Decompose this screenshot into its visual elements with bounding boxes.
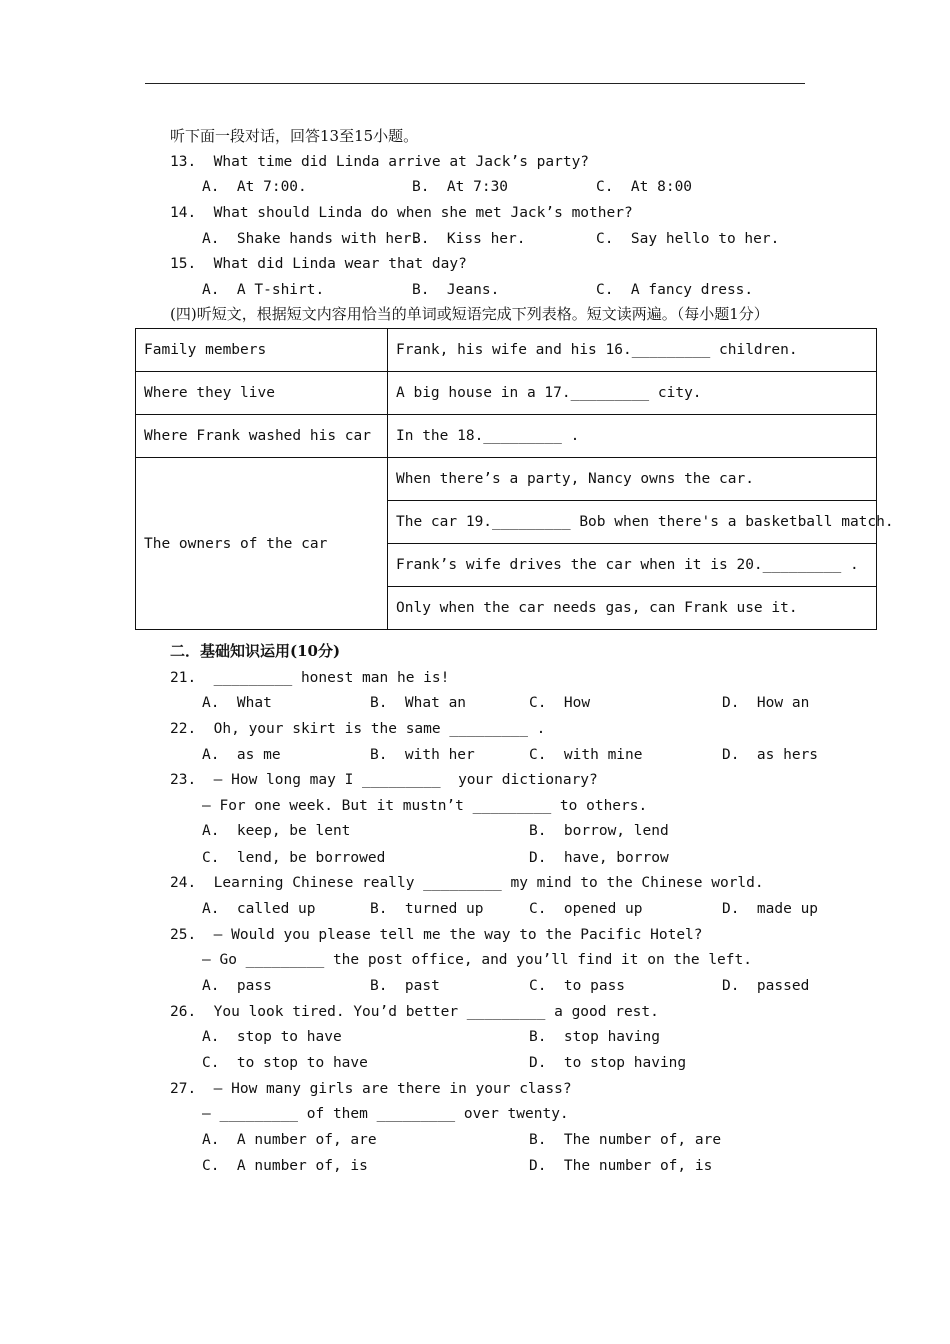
q23-option-d: D. have, borrow	[529, 850, 669, 866]
q22-option-b: B. with her	[370, 747, 475, 763]
q26-option-a: A. stop to have	[202, 1029, 342, 1045]
q23-stem-reply: — For one week. But it mustn’t _________ to others.	[202, 798, 648, 814]
q21-option-b: B. What an	[370, 695, 467, 711]
table-row	[136, 458, 877, 501]
q13-option-b: B. At 7:30	[412, 179, 509, 195]
q27-stem: 27. — How many girls are there in your class?	[170, 1081, 572, 1097]
table-row	[136, 415, 877, 458]
q21-option-a: A. What	[202, 695, 272, 711]
section-2-title: 二．基础知识运用(10分)	[170, 642, 341, 660]
q15-option-a: A. A T-shirt.	[202, 282, 325, 298]
table-cell-value: The car 19._________ Bob when there's a basketball match.	[388, 501, 877, 544]
q23-stem: 23. — How long may I _________ your dictionary?	[170, 772, 598, 788]
part4-intro: (四)听短文，根据短文内容用恰当的单词或短语完成下列表格。短文读两遍。（每小题1分）	[170, 305, 769, 323]
q24-option-a: A. called up	[202, 901, 316, 917]
q26-option-c: C. to stop to have	[202, 1055, 368, 1071]
q25-option-b: B. past	[370, 978, 440, 994]
q14-option-c: C. Say hello to her.	[596, 231, 780, 247]
q27-option-d: D. The number of, is	[529, 1158, 713, 1174]
q21-stem: 21. _________ honest man he is!	[170, 670, 450, 686]
q14-stem: 14. What should Linda do when she met Jack’s mother?	[170, 205, 633, 221]
q13-stem: 13. What time did Linda arrive at Jack’s party?	[170, 154, 590, 170]
section-intro: 听下面一段对话，回答13至15小题。	[170, 127, 419, 145]
q27-option-c: C. A number of, is	[202, 1158, 368, 1174]
q15-option-b: B. Jeans.	[412, 282, 500, 298]
q24-option-b: B. turned up	[370, 901, 484, 917]
q25-option-a: A. pass	[202, 978, 272, 994]
header-rule	[145, 83, 805, 84]
q24-option-d: D. made up	[722, 901, 819, 917]
q15-option-c: C. A fancy dress.	[596, 282, 754, 298]
q24-option-c: C. opened up	[529, 901, 643, 917]
answer-table	[135, 328, 894, 630]
table-cell-label: Where Frank washed his car	[136, 415, 388, 458]
q26-option-b: B. stop having	[529, 1029, 660, 1045]
q13-option-a: A. At 7:00.	[202, 179, 307, 195]
q21-option-d: D. How an	[722, 695, 810, 711]
table-cell-value: Only when the car needs gas, can Frank use it.	[388, 587, 877, 630]
q14-option-a: A. Shake hands with her.	[202, 231, 421, 247]
q26-stem: 26. You look tired. You’d better _________ a good rest.	[170, 1004, 659, 1020]
table-row	[136, 329, 877, 372]
q26-option-d: D. to stop having	[529, 1055, 687, 1071]
q22-option-d: D. as hers	[722, 747, 819, 763]
q15-stem: 15. What did Linda wear that day?	[170, 256, 467, 272]
q14-option-b: B. Kiss her.	[412, 231, 526, 247]
table-cell-value: A big house in a 17._________ city.	[388, 372, 877, 415]
q25-option-d: D. passed	[722, 978, 810, 994]
table-row	[136, 372, 877, 415]
table-cell-value: When there’s a party, Nancy owns the car.	[388, 458, 877, 501]
q24-stem: 24. Learning Chinese really _________ my mind to the Chinese world.	[170, 875, 764, 891]
table-cell-label: Family members	[136, 329, 388, 372]
q22-option-c: C. with mine	[529, 747, 643, 763]
q25-stem-reply: — Go _________ the post office, and you’ll find it on the left.	[202, 952, 752, 968]
q23-option-a: A. keep, be lent	[202, 823, 351, 839]
q13-option-c: C. At 8:00	[596, 179, 693, 195]
q27-option-a: A. A number of, are	[202, 1132, 377, 1148]
q22-option-a: A. as me	[202, 747, 281, 763]
table-cell-value: Frank’s wife drives the car when it is 20._________ .	[388, 544, 877, 587]
table-cell-value: Frank, his wife and his 16._________ children.	[388, 329, 877, 372]
q27-stem-reply: — _________ of them _________ over twenty.	[202, 1106, 569, 1122]
q21-option-c: C. How	[529, 695, 591, 711]
q23-option-c: C. lend, be borrowed	[202, 850, 386, 866]
q25-stem: 25. — Would you please tell me the way to the Pacific Hotel?	[170, 927, 703, 943]
q23-option-b: B. borrow, lend	[529, 823, 669, 839]
table-cell-value: In the 18._________ .	[388, 415, 877, 458]
table-cell-label: Where they live	[136, 372, 388, 415]
q27-option-b: B. The number of, are	[529, 1132, 722, 1148]
q22-stem: 22. Oh, your skirt is the same _________ .	[170, 721, 546, 737]
table-cell-label: The owners of the car	[136, 458, 388, 630]
q25-option-c: C. to pass	[529, 978, 626, 994]
